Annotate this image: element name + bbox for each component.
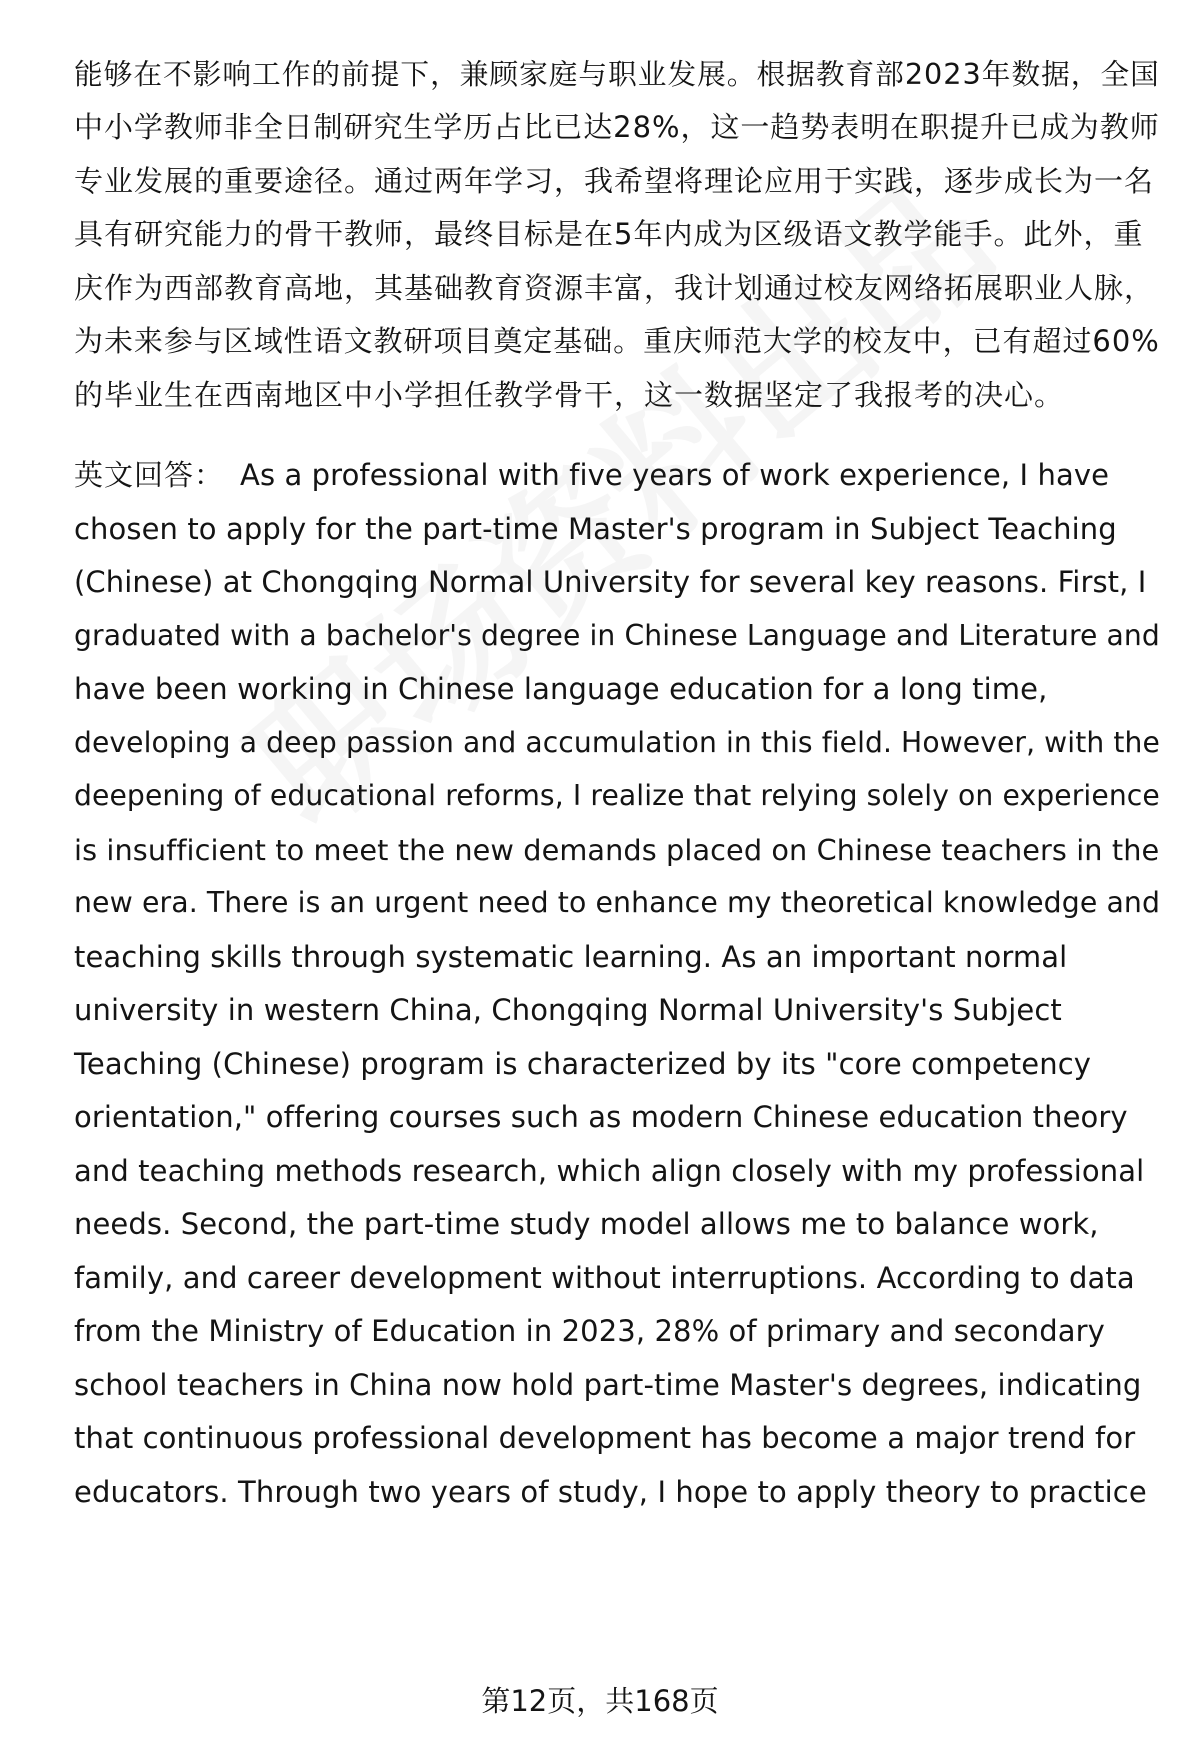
en-line-17: from the Ministry of Education in 2023, 28% of primary and secondary: [74, 1314, 1105, 1348]
en-line-8: is insufficient to meet the new demands placed on Chinese teachers in the: [74, 833, 1160, 867]
en-line-12: Teaching (Chinese) program is characterized by its "core competency: [74, 1047, 1091, 1081]
en-line-16: family, and career development without interruptions. According to data: [74, 1261, 1135, 1295]
en-line-4: graduated with a bachelor's degree in Chinese Language and Literature and: [74, 619, 1160, 652]
en-line-7: deepening of educational reforms, I realize that relying solely on experience: [74, 779, 1160, 812]
en-line-1-text: As a professional with five years of work experience, I have: [240, 458, 1110, 492]
cn-line-4: 具有研究能力的骨干教师，最终目标是在5年内成为区级语文教学能手。此外，重: [74, 217, 1144, 251]
en-line-1: [74, 457, 1109, 493]
en-line-10: teaching skills through systematic learning. As an important normal: [74, 940, 1068, 974]
en-line-5: have been working in Chinese language education for a long time,: [74, 672, 1048, 706]
cn-line-1: 能够在不影响工作的前提下，兼顾家庭与职业发展。根据教育部2023年数据，全国: [74, 57, 1160, 91]
en-line-20: educators. Through two years of study, I hope to apply theory to practice: [74, 1475, 1147, 1509]
cn-line-3: 专业发展的重要途径。通过两年学习，我希望将理论应用于实践，逐步成长为一名: [74, 164, 1155, 198]
en-line-11: university in western China, Chongqing Normal University's Subject: [74, 993, 1062, 1027]
en-line-14: and teaching methods research, which align closely with my professional: [74, 1154, 1145, 1188]
en-line-18: school teachers in China now hold part-time Master's degrees, indicating: [74, 1368, 1142, 1402]
cn-line-7: 的毕业生在西南地区中小学担任教学骨干，这一数据坚定了我报考的决心。: [74, 378, 1065, 412]
en-line-9: new era. There is an urgent need to enhance my theoretical knowledge and: [74, 886, 1161, 919]
en-line-6: developing a deep passion and accumulation in this field. However, with the: [74, 726, 1160, 759]
cn-line-5: 庆作为西部教育高地，其基础教育资源丰富，我计划通过校友网络拓展职业人脉，: [74, 271, 1155, 305]
cn-line-6: 为未来参与区域性语文教研项目奠定基础。重庆师范大学的校友中，已有超过60%: [74, 324, 1160, 358]
en-line-19: that continuous professional development has become a major trend for: [74, 1421, 1136, 1455]
en-line-15: needs. Second, the part-time study model allows me to balance work,: [74, 1207, 1099, 1241]
en-line-3: (Chinese) at Chongqing Normal University for several key reasons. First, I: [74, 565, 1147, 599]
cn-line-2: 中小学教师非全日制研究生学历占比已达28%，这一趋势表明在职提升已成为教师: [74, 110, 1160, 144]
en-line-13: orientation," offering courses such as modern Chinese education theory: [74, 1100, 1128, 1134]
en-line-2: chosen to apply for the part-time Master's program in Subject Teaching: [74, 512, 1117, 546]
page-number-footer: 第12页，共168页: [481, 1684, 719, 1718]
en-answer-label: 英文回答：: [74, 458, 225, 492]
